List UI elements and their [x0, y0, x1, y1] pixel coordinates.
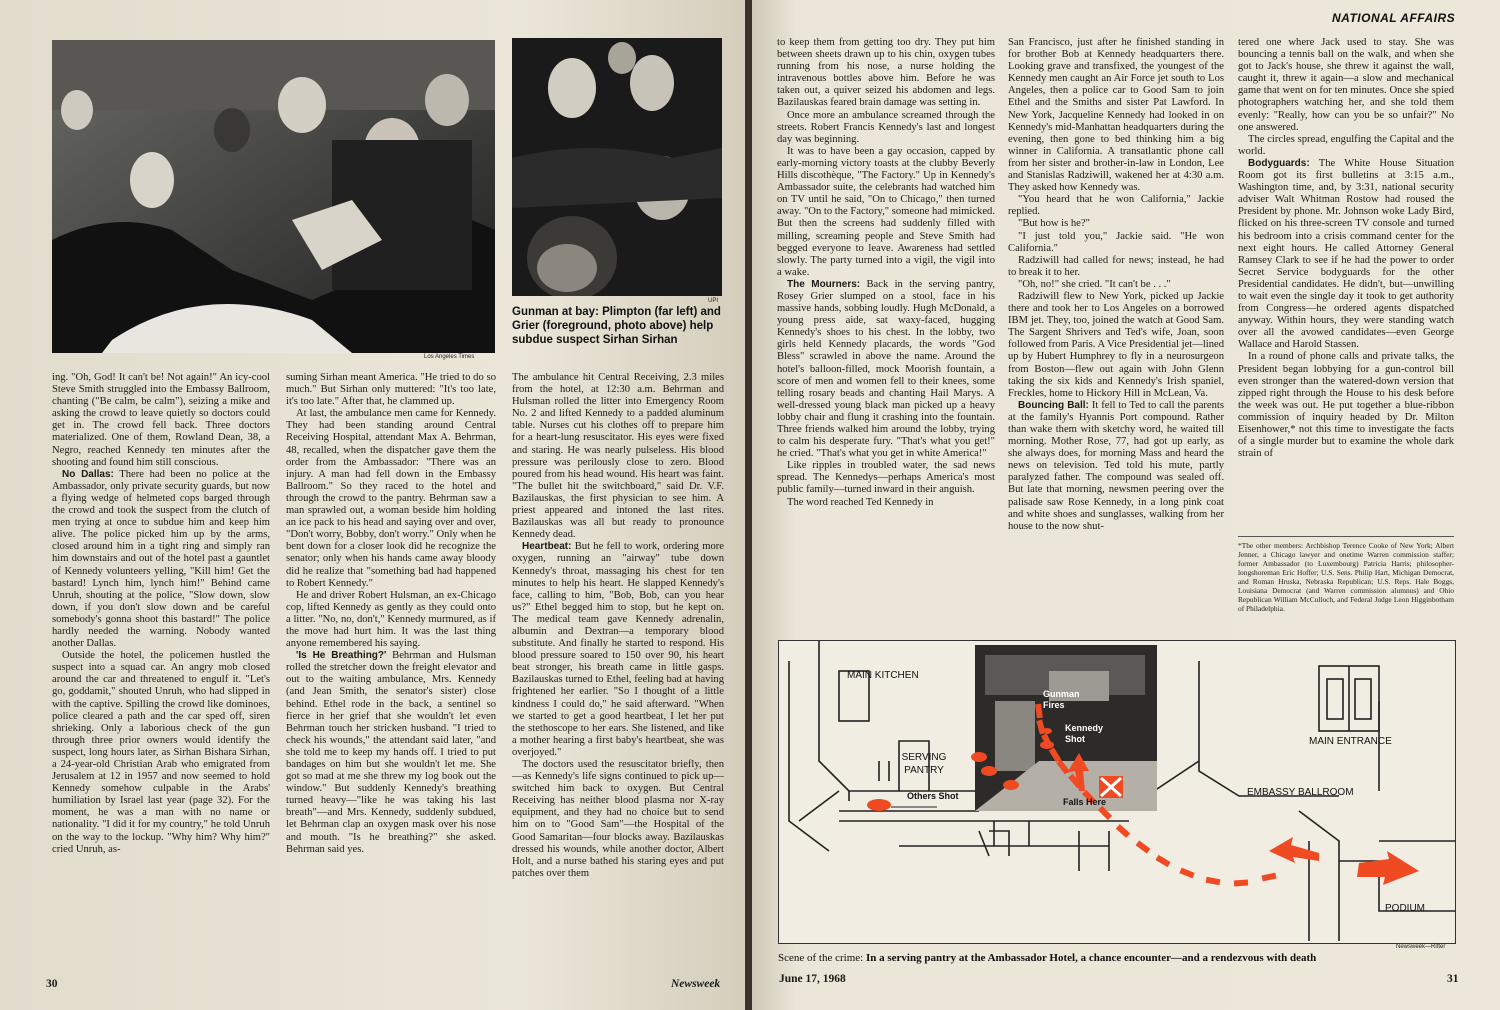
article-paragraph — [1008, 37, 1224, 194]
article-paragraph — [1008, 279, 1224, 291]
subhead: No Dallas: — [62, 468, 114, 480]
paragraph-text: San Francisco, just after he finished standing in for brother Bob at Kennedy headquarters there. Looking grave and transfixed, the youngest of the Kennedy men caught an Air Force jet south to Los Angeles, then a police car to Good Sam to join Ethel and the Smiths and sister Pat Lawford. In New York, Jacqueline Kennedy had looked in on Kennedy's mid-Manhattan headquarters during the evening, then gone to bed thinking him a big winner in California. A transatlantic phone call from her sister and brother-in-law in London, Lee and Stanislas Radziwill, wakened her at 4:30 a.m. They asked how Kennedy was. — [1008, 37, 1224, 194]
paragraph-text: Back in the serving pantry, Rosey Grier slumped on a stool, face in his massive hands, sobbing loudly. Hugh McDonald, a young press aide, sat waxy-faced, hugging Kennedy's shoes to his chest. In the lobby, two girls held Kennedy placards, the words "God Bless" scrawled in above the name. Around the hotel's balloon-filled, mock Moorish fountain, a score of men and women fell to their knees, some telling rosary beads and chanting Hail Marys. A well-dressed young black man picked up a heavy lobby chair and flung it crashing into the fountain. Three friends walked him around the lobby, trying to calm his desperate fury. "That's what you get!" he cried. "That's what you get in white America!" — [777, 278, 995, 460]
article-paragraph — [1008, 218, 1224, 230]
paragraph-text: At last, the ambulance men came for Kennedy. They had been standing around Central Receiving Hospital, attendant Max A. Behrman, 48, recalled, when the dispatcher gave them the order from the Ambassador: "There was an injury. A man had fell down in the Embassy Ballroom." So they raced to the hotel and through the crowd to the pantry. Behrman saw a man sprawled out, a woman beside him holding an ice pack to his head and saying over and over, "Don't worry, Bobby, don't worry." Only when he bent down for a closer look did he recognize the senator; only when his hands came away bloody did he realize that "something bad had happened to Robert Kennedy." — [286, 408, 496, 589]
label-podium: PODIUM — [1385, 903, 1425, 914]
diagram-drawing — [779, 641, 1455, 943]
label-serving-pantry: SERVING PANTRY — [901, 752, 947, 776]
article-paragraph — [286, 590, 496, 650]
path-dash — [1155, 855, 1170, 867]
article-paragraph — [1008, 231, 1224, 255]
paragraph-text: Like ripples in troubled water, the sad news spread. The Kennedys—perhaps America's most public family—turned inward in their anguish. — [777, 460, 995, 496]
paragraph-text: He and driver Robert Hulsman, an ex-Chicago cop, lifted Kennedy as gently as they could onto a litter. "No, no, don't," Kennedy murmured, as if the move had hurt him. It was the last thing anyone remembered his saying. — [286, 589, 496, 650]
photo-caption: Gunman at bay: Plimpton (far left) and Grier (foreground, photo above) help subdue suspect Sirhan Sirhan — [512, 306, 721, 346]
paragraph-text: The doctors used the resuscitator briefly, then—as Kennedy's life signs continued to pick up—switched him back to oxygen. But Central Receiving has neither blood plasma nor X-ray equipment, and they had no choice but to send him on to "Good Sam"—the Hospital of the Good Samaritan—four blocks away. Bazilauskas dressed his wounds, while another doctor, Albert Holt, and a nurse bathed his staring eyes and put patches over them — [512, 759, 724, 879]
paragraph-text: "I just told you," Jackie said. "He won California." — [1008, 230, 1224, 254]
article-paragraph — [1238, 37, 1454, 134]
paragraph-text: Outside the hotel, the policemen hustled the suspect into a squad car. An angry mob closed around the car and threatened to engulf it. "Let's go, goddamit," shouted Unruh, who had slipped in with the captive. Spilling the crowd like dominoes, police cleared a path and the car sped off, siren shrieking. Only a laborious check of the gun through three prior owners would identify the suspect, long hours later, as Sirhan Bishara Sirhan, a 24-year-old Christian Arab who emigrated from Jerusalem at 12 in 1957 and now seemed to hold Kennedy somehow culpable in the Arabs' humiliation by Israel last year (page 32). For the moment, he was a man with no name or nationality. "I did it for my country," he told Unruh on the way to the lockup. "Why him? Why him?" cried Unruh, as- — [52, 650, 270, 855]
paragraph-text: "Oh, no!" she cried. "It can't be . . ." — [1018, 278, 1171, 290]
paragraph-text: suming Sirhan meant America. "He tried to do so much." But Sirhan only muttered: "It's too late, it's too late." After that, he clammed up. — [286, 372, 496, 408]
paragraph-text: But he fell to work, ordering more oxygen, running an "airway" tube down Kennedy's throat, massaging his chest for ten minutes to help his heart. He slapped Kennedy's face, calling to him, "Bob, Bob, can you hear us?" Ethel begged him to stop, but he kept on. The medical team gave Kennedy adrenalin, albumin and Dextran—a temporary blood substitute. And finally he started to respond. His blood pressure soared to 150 over 90, his heart beat stronger, his breath came in little gasps. Bazilauskas turned to Ethel, feeling bad at having frightened her earlier. "So I thought of a little kindness I could do," he said afterward. "When we started to get a good heartbeat, I let her put the stethoscope to her ears. She listened, and like a mother hearing a first baby's heartbeat, she was overjoyed." — [512, 541, 724, 758]
paragraph-text: It fell to Ted to call the parents at the family's Hyannis Port compound. Rather than wake them with sketchy word, he waited till morning. Mother Rose, 77, had got up early, as she always does, for morning Mass and heard the news on television. Ted told his mute, partly paralyzed father. The compound was sealed off. But late that morning, newsmen peering over the palisade saw Rose Kennedy, in a long pink coat and white shoes and sunglasses, walking from her house to the now shut- — [1008, 399, 1224, 532]
falls-here-marker — [1099, 776, 1123, 798]
article-paragraph — [512, 372, 724, 541]
article-paragraph — [1238, 134, 1454, 158]
diagram-credit: Newsweek—Ritter — [1396, 944, 1446, 950]
right-page — [752, 0, 1500, 1010]
article-paragraph — [1238, 158, 1454, 352]
diagram-caption-text: In a serving pantry at the Ambassador Hotel, a chance encounter—and a rendezvous with death — [863, 952, 1317, 964]
paragraph-text: The White House Situation Room got its first bulletins at 3:15 a.m., Washington time, and, by 3:31, national security adviser Walt Whitman Rostow had roused the President by phone. Mr. Johnson woke Lady Bird, flicked on his three-screen TV console and turned his bedroom into a crisis command center for the next eight hours. He called Attorney General Ramsey Clark to see if he had the power to order Secret Service bodyguards for the other Presidential candidates. He didn't, but—unwilling to wait even the single day it took to get authority from Congress—he ordered agents dispatched anyway. Within hours, they were standing watch over all the avowed candidates—even George Wallace and Harold Stassen. — [1238, 157, 1454, 351]
photo-plimpton-grier — [512, 38, 722, 296]
subhead: Bouncing Ball: — [1018, 399, 1089, 411]
path-dash — [1116, 824, 1130, 838]
label-kennedy-shot: Kennedy Shot — [1065, 723, 1104, 744]
paragraph-text: The circles spread, engulfing the Capital and the world. — [1238, 133, 1454, 157]
article-paragraph — [777, 146, 995, 279]
page-number: 31 — [1447, 973, 1459, 985]
paragraph-text: The ambulance hit Central Receiving, 2.3 miles from the hotel, at 12:30 a.m. Behrman and Hulsman rolled the litter into Emergency Room No. 2 and lifted Kennedy to a padded aluminum table. Nurses cut his clothes off to prepare him for a heart-lung resuscitator. His eyes were fixed and staring. He was nearly pulseless. His blood pressure was perilously close to zero. Blood poured from his head wound. His heart was faint. "The bullet hit the switchboard," said Dr. V.F. Bazilauskas, the first physician to see him. A priest appeared and intoned the last rites. Bazilauskas was all but ready to pronounce Kennedy dead. — [512, 372, 724, 541]
paragraph-text: There had been no police at the Ambassador, only private security guards, but now a flying wedge of helmeted cops barged through the crowd and took the suspect from the clutch of men trying at once to subdue him and keep him alive. The police picked him up by the arms, closed around him in a tight ring and simply ran him downstairs and out of the hotel past a gauntlet of Kennedy volunteers yelling, "Kill him! Get the bastard! Lynch him, lynch him!" Behind came Unruh, shouting at the police, "Slow down, slow down, if you don't slow down and be careful somebody's gonna shoot this bastard!" The police hardly needed the warning. Nobody wanted another Dallas. — [52, 468, 270, 650]
paragraph-text: "But how is he?" — [1018, 218, 1090, 230]
crime-scene-diagram — [778, 640, 1456, 944]
paragraph-text: "You heard that he won California," Jackie replied. — [1008, 194, 1224, 218]
path-dash — [1136, 840, 1151, 853]
article-paragraph — [1008, 400, 1224, 533]
path-dash — [1234, 880, 1248, 887]
footnote: *The other members: Archbishop Terence Cooke of New York; Albert Jenner, a Chicago lawyer and onetime Warren commission staffer; former Ambassador (to Luxembourg) Patricia Harris; philosopher-longshoreman Eric Hoffer; U.S. Sens. Philip Hart, Michigan Democrat, and Roman Hruska, Nebraska Republican; U.S. Reps. Hale Boggs, Louisiana Democrat (and Warren commission alumnus) and Ohio Republican William McCulloch, and Federal Judge Leon Higginbotham of Philadelphia. — [1238, 541, 1454, 613]
diagram-caption — [778, 952, 1458, 964]
label-gunman-fires: Gunman Fires — [1043, 689, 1080, 710]
page-number: 30 — [46, 978, 58, 990]
paragraph-text: ing. "Oh, God! It can't be! Not again!" An icy-cool Steve Smith struggled into the Embassy Ballroom, chanting ("Be calm, be calm"), seizing a mike and asking the crowd to leave quietly so doctors could get in. The crowd fell back. Three doctors materialized. One of them, Rowland Dean, 38, a Negro, reached Kennedy ten minutes after the shooting and found him still conscious. — [52, 372, 270, 468]
article-paragraph — [777, 460, 995, 496]
article-paragraph — [286, 372, 496, 408]
magazine-name: Newsweek — [671, 978, 721, 990]
path-dash — [1262, 873, 1277, 882]
label-embassy-ballroom: EMBASSY BALLROOM — [1247, 787, 1354, 798]
article-paragraph — [777, 279, 995, 460]
photo-credit: Los Angeles Times — [424, 354, 475, 360]
path-dash — [1179, 868, 1194, 879]
binding-gutter — [745, 0, 752, 1010]
paragraph-text: to keep them from getting too dry. They put him between sheets drawn up to his chin, oxygen tubes running from his nose, a nurse holding the intravenous bottles above him. Before he was taken out, a quiver seized his abdomen and legs. Bazilauskas feared brain damage was setting in. — [777, 37, 995, 109]
label-falls-here: Falls Here — [1063, 797, 1107, 807]
article-paragraph — [52, 372, 270, 469]
article-paragraph — [1008, 291, 1224, 400]
paragraph-text: Once more an ambulance screamed through the streets. Robert Francis Kennedy's last and longest day was beginning. — [777, 109, 995, 145]
photo-image — [512, 38, 722, 296]
paragraph-text: It was to have been a gay occasion, capped by early-morning victory toasts at the clubby Beverly Hills discothèque, "The Factory." Up in Kennedy's Ambassador suite, the celebrants had watched him on TV until he said, "On to Chicago," then turned away. "On to the Factory," someone had mimicked. But then the screens had suddenly filled with milling, screaming people and Steve Smith had begged everyone to leave. Awareness had settled slowly. The party turned into a vigil, the vigil into a wake. — [777, 145, 995, 278]
photo-credit: UPI — [708, 298, 719, 304]
article-paragraph — [1008, 194, 1224, 218]
photo-image — [52, 40, 495, 353]
article-paragraph — [512, 759, 724, 880]
subhead: The Mourners: — [787, 278, 861, 290]
label-others-shot: Others Shot — [907, 791, 959, 801]
article-paragraph — [777, 37, 995, 110]
paragraph-text: tered one where Jack used to stay. She was bouncing a tennis ball on the walk, and when she got to Jack's house, she threw it against the wall, caught it, threw it again—a slow and mechanical game that went on for ten minutes. Once she spied photographers watching her, and she told them evenly: "Really, how can you be so unfair?" No one answered. — [1238, 37, 1454, 133]
label-main-kitchen: MAIN KITCHEN — [847, 670, 919, 681]
article-column-3 — [1238, 37, 1454, 460]
article-paragraph — [286, 650, 496, 856]
subhead: Bodyguards: — [1248, 157, 1310, 169]
article-paragraph — [512, 541, 724, 759]
paragraph-text: Radziwill had called for news; instead, he had to break it to her. — [1008, 254, 1224, 278]
photo-crowd-subdue-suspect — [52, 40, 495, 353]
path-dash — [1206, 877, 1221, 885]
paragraph-text: In a round of phone calls and private talks, the President began lobbying for a gun-control bill even stronger than the watered-down version that zipped right through the House to his desk before the week was out. He put together a blue-ribbon commission of inquiry headed by Dr. Milton Eisenhower,* not this time to investigate the facts of a single murder but to examine the whole dark strain of — [1238, 351, 1454, 460]
article-column-1 — [52, 372, 270, 856]
paragraph-text: Behrman and Hulsman rolled the stretcher down the freight elevator and out to the waiting ambulance, Mrs. Kennedy (and Jean Smith, the senator's sister) close behind. Ethel rode in the back, a sentinel so fierce in her grief that she wouldn't let even Behrman touch her stricken husband. "I tried to check his wounds," the attendant said later, "and she told me to keep my hands off. I tried to put bandages on him but she wouldn't let me. She got so mad at me she threw my log book out the window." But suddenly Kennedy's breathing turned heavy—"like he was taking his last breath"—and Mrs. Kennedy, suddenly subdued, let Behrman clap an oxygen mask over his nose and mouth. "Is he breathing?" she asked. Behrman said yes. — [286, 650, 497, 855]
section-heading: NATIONAL AFFAIRS — [1332, 11, 1456, 25]
article-column-2 — [286, 372, 496, 856]
diagram-caption-lead: Scene of the crime: — [778, 952, 864, 964]
paragraph-text: Radziwill flew to New York, picked up Jackie there and took her to Los Angeles on a borrowed IBM jet. They, too, joined the watch at Good Sam. The Sargent Shrivers and Ted's wife, Joan, soon followed from Paris. A Vice Presidential jet—lined up by Hubert Humphrey to fly in a neurosurgeon from Boston—flew out again with John Glenn taking the six kids and Kennedy's Irish spaniel, Freckles, home to Hickory Hill in McLean, Va. — [1008, 290, 1225, 399]
subhead: 'Is He Breathing?' — [296, 650, 387, 662]
footnote-rule — [1238, 536, 1454, 537]
issue-date: June 17, 1968 — [779, 973, 846, 985]
paragraph-text: The word reached Ted Kennedy in — [787, 496, 934, 508]
article-column-1 — [777, 37, 995, 509]
article-column-2 — [1008, 37, 1224, 533]
article-column-3 — [512, 372, 724, 880]
article-paragraph — [1008, 255, 1224, 279]
label-main-entrance: MAIN ENTRANCE — [1309, 736, 1392, 747]
article-paragraph — [286, 408, 496, 589]
subhead: Heartbeat: — [522, 541, 572, 553]
article-paragraph — [1238, 351, 1454, 460]
article-paragraph — [52, 650, 270, 856]
article-paragraph — [777, 497, 995, 509]
article-paragraph — [777, 110, 995, 146]
left-page — [0, 0, 745, 1010]
article-paragraph — [52, 469, 270, 650]
